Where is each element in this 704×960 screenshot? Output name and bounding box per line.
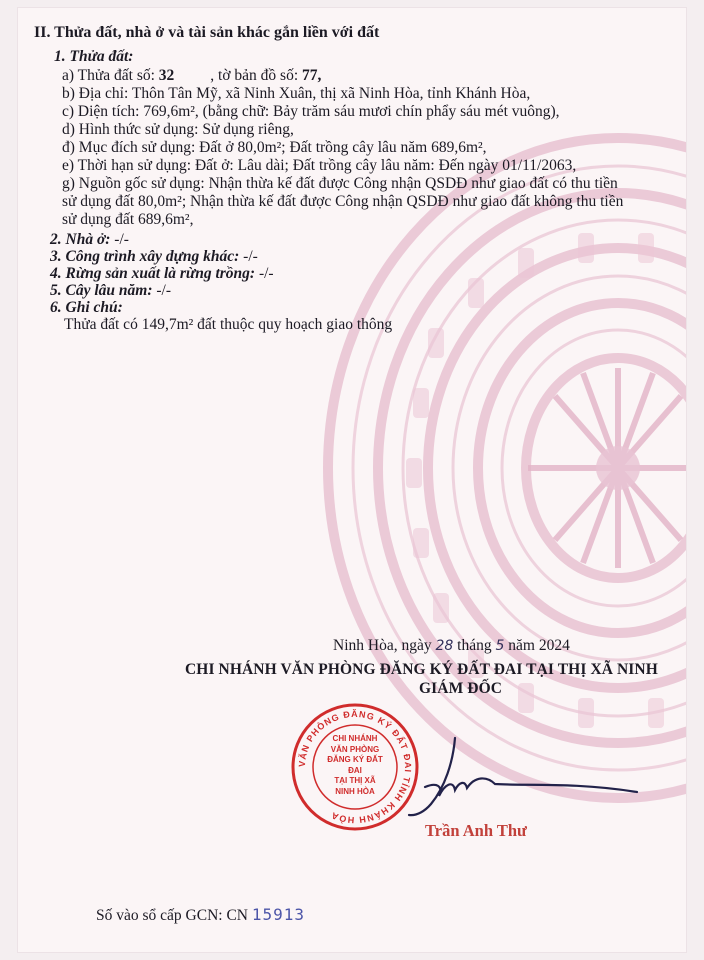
item-construction-value: -/-	[239, 248, 258, 265]
stamp-line-2: VĂN PHÒNG	[330, 744, 380, 754]
cert-number: 15913	[251, 905, 306, 924]
director-title: GIÁM ĐỐC	[419, 680, 503, 697]
item-construction	[50, 248, 258, 266]
land-heading: 1. Thửa đất:	[54, 48, 134, 65]
section-heading: II. Thửa đất, nhà ở và tài sản khác gắn liền với đất	[34, 24, 380, 41]
parcel-number: 32	[158, 67, 175, 84]
term-line: e) Thời hạn sử dụng: Đất ở: Lâu dài; Đất trồng cây lâu năm: Đến ngày 01/11/2063,	[62, 157, 577, 174]
area-line: c) Diện tích: 769,6m², (bằng chữ: Bảy trăm sáu mươi chín phẩy sáu mét vuông),	[62, 103, 560, 120]
stamp-line-5: NINH HÒA	[335, 786, 375, 796]
item-note	[50, 299, 123, 317]
date-month: 5	[495, 638, 505, 654]
item-house-label: 2. Nhà ở:	[50, 231, 111, 248]
item-house-value: -/-	[110, 231, 129, 248]
signer-name: Trần Anh Thư	[425, 821, 527, 840]
item-forest-label: 4. Rừng sản xuất là rừng trồng:	[50, 265, 256, 282]
stamp-line-1: CHI NHÁNH	[332, 734, 378, 743]
origin-line-3: sử dụng đất 689,6m²,	[62, 211, 194, 228]
cert-label: Số vào sổ cấp GCN: CN	[96, 907, 252, 924]
parcel-line	[62, 67, 321, 85]
certificate-entry	[96, 906, 305, 925]
origin-line-1: g) Nguồn gốc sử dụng: Nhận thừa kế đất được Công nhận QSDĐ như giao đất có thu tiền	[62, 175, 618, 192]
stamp-ring-text: VĂN PHÒNG ĐĂNG KÝ ĐẤT ĐAI TỈNH KHÁNH HÒA	[296, 708, 414, 826]
signature-icon	[395, 732, 645, 822]
org-title: CHI NHÁNH VĂN PHÒNG ĐĂNG KÝ ĐẤT ĐAI TẠI THỊ XÃ NINH	[185, 661, 658, 678]
stamp-line-3: ĐĂNG KÝ ĐẤT ĐAI	[327, 755, 383, 775]
date-place: Ninh Hòa, ngày	[333, 637, 436, 654]
usage-form-line: d) Hình thức sử dụng: Sử dụng riêng,	[62, 121, 294, 138]
purpose-line: đ) Mục đích sử dụng: Đất ở 80,0m²; Đất trồng cây lâu năm 689,6m²,	[62, 139, 487, 156]
stamp-center	[320, 734, 390, 797]
origin-line-2: sử dụng đất 80,0m²; Nhận thừa kế đất được Công nhận QSDĐ như giao đất không thu tiền	[62, 193, 624, 210]
date-line	[333, 637, 570, 655]
item-note-label: 6. Ghi chú:	[50, 299, 123, 316]
item-house	[50, 231, 129, 249]
item-perennial-value: -/-	[152, 282, 171, 299]
item-perennial	[50, 282, 171, 300]
stamp-line-4: TẠI THỊ XÃ	[334, 776, 376, 785]
date-month-word: tháng	[453, 637, 496, 654]
date-day: 28	[435, 638, 454, 654]
item-perennial-label: 5. Cây lâu năm:	[50, 282, 153, 299]
item-forest	[50, 265, 274, 283]
item-forest-value: -/-	[255, 265, 274, 282]
map-number: 77,	[302, 67, 322, 84]
note-text: Thửa đất có 149,7m² đất thuộc quy hoạch giao thông	[64, 316, 393, 333]
item-construction-label: 3. Công trình xây dựng khác:	[50, 248, 240, 265]
map-sheet-label: , tờ bản đồ số:	[210, 67, 303, 84]
date-year: năm 2024	[504, 637, 570, 654]
address-line: b) Địa chỉ: Thôn Tân Mỹ, xã Ninh Xuân, thị xã Ninh Hòa, tỉnh Khánh Hòa,	[62, 85, 531, 102]
parcel-label: a) Thửa đất số:	[62, 67, 159, 84]
